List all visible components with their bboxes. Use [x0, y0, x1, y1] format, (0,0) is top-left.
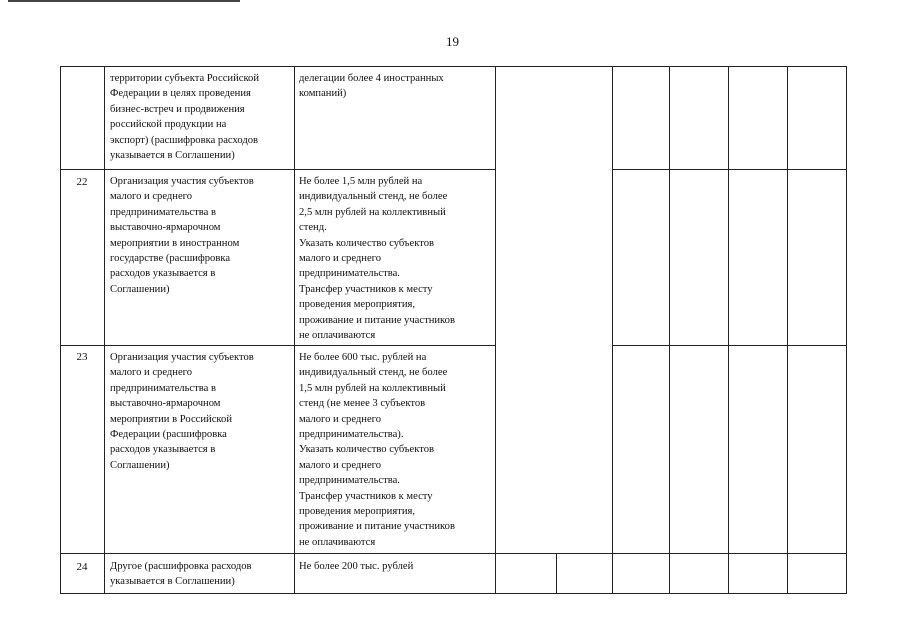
activity-cell: Другое (расшифровка расходов указывается в Соглашении) [110, 561, 252, 588]
activity-cell: территории субъекта Российской Федерации в целях проведения бизнес-встреч и продвижения российской продукции на экспорт) (расшифровка расходов указывается в Соглашении) [110, 73, 260, 162]
conditions-cell: Не более 600 тыс. рублей на индивидуальный стенд, не более 1,5 млн рублей на коллективный стенд (не менее 3 субъектов малого и среднего предпринимательства). Указать количество субъектов малого и среднего предпринимательства. Трансфер участников к месту проведения мероприятия, проживание и питание участников не оплачиваются [299, 352, 455, 548]
activity-cell: Организация участия субъектов малого и среднего предпринимательства в выставочно-ярмарочном мероприятии в иностранном государстве (расшифровка расходов указывается в Соглашении) [110, 176, 254, 295]
conditions-cell: Не более 1,5 млн рублей на индивидуальный стенд, не более 2,5 млн рублей на коллективный стенд. Указать количество субъектов малого и среднего предпринимательства. Трансфер участников к месту проведения мероприятия, проживание и питание участников не оплачиваются [299, 176, 455, 342]
conditions-cell: делегации более 4 иностранных компаний) [299, 73, 444, 100]
row-number: 23 [76, 351, 88, 363]
page-number: 19 [446, 34, 459, 49]
row-number: 24 [76, 561, 88, 573]
conditions-cell: Не более 200 тыс. рублей [299, 561, 414, 572]
activity-cell: Организация участия субъектов малого и среднего предпринимательства в выставочно-ярмарочном мероприятии в Российской Федерации (расшифровка расходов указывается в Соглашении) [110, 352, 254, 471]
row-number: 22 [76, 176, 88, 188]
